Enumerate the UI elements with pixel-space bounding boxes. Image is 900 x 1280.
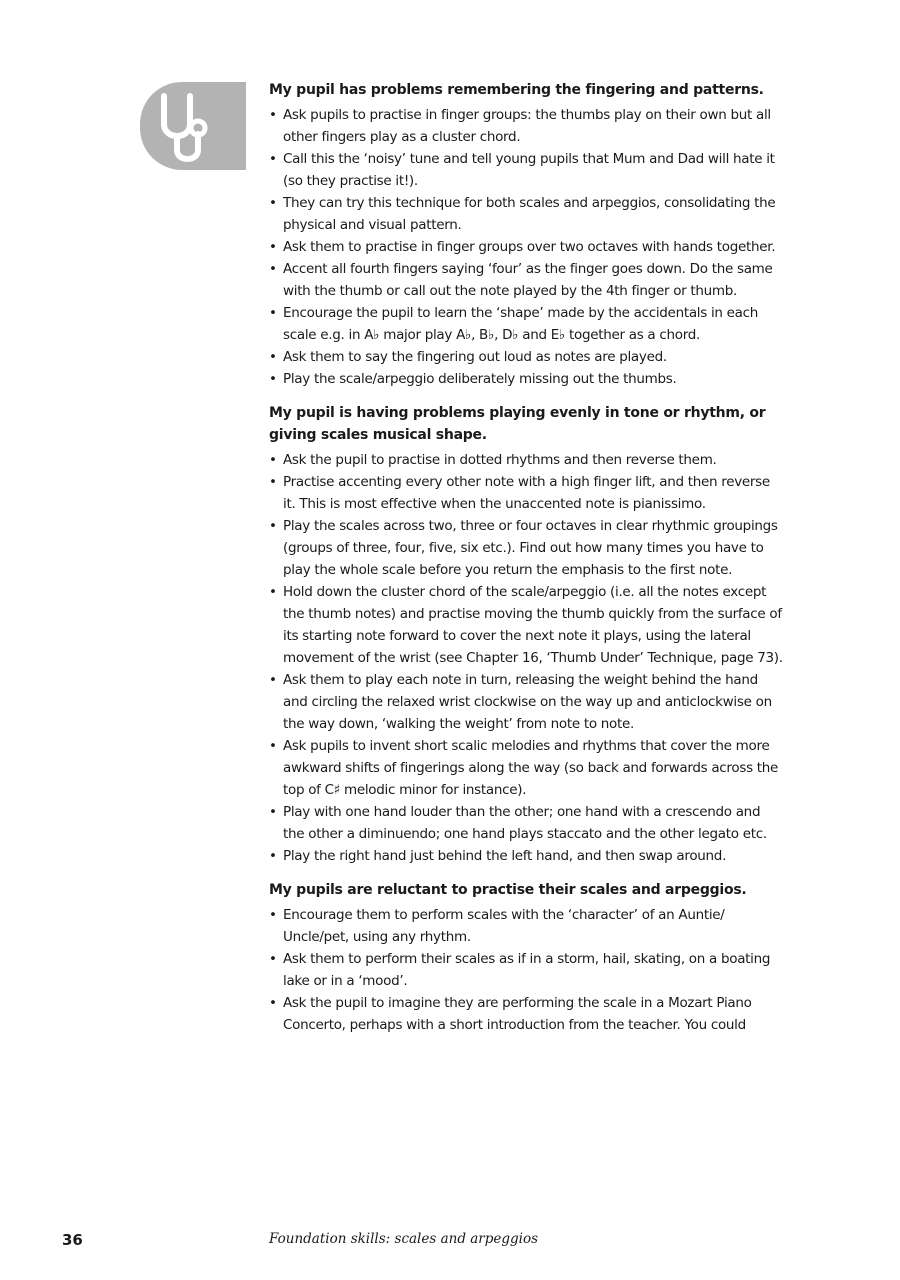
list-item: • Ask pupils to practise in finger groups: the thumbs play on their own but all other fingers play as a cluster chord. <box>269 104 784 148</box>
section-heading: My pupils are reluctant to practise their scales and arpeggios. <box>269 882 747 898</box>
list-item: • Encourage them to perform scales with the ‘character’ of an Auntie/ Uncle/pet, using any rhythm. <box>269 904 784 948</box>
section-heading: My pupil has problems remembering the fingering and patterns. <box>269 82 764 98</box>
list-item: • Ask pupils to invent short scalic melodies and rhythms that cover the more awkward shifts of fingerings along the way (so back and forwards across the top of C♯ melodic minor for instance). <box>269 735 784 801</box>
list-item: • They can try this technique for both scales and arpeggios, consolidating the physical and visual pattern. <box>269 192 784 236</box>
list-item: • Play the scales across two, three or four octaves in clear rhythmic groupings (groups of three, four, five, six etc.). Find out how many times you have to play the whole scale before you return the emphasis to the first note. <box>269 515 784 581</box>
list-item: • Accent all fourth fingers saying ‘four’ as the finger goes down. Do the same with the thumb or call out the note played by the 4th finger or thumb. <box>269 258 784 302</box>
section-reluctance <box>269 879 784 1036</box>
list-item: • Call this the ‘noisy’ tune and tell young pupils that Mum and Dad will hate it (so they practise it!). <box>269 148 784 192</box>
list-item: • Ask the pupil to practise in dotted rhythms and then reverse them. <box>269 449 784 471</box>
list-item: • Ask them to practise in finger groups over two octaves with hands together. <box>269 236 784 258</box>
bullet-list <box>269 104 784 390</box>
list-item: • Play the right hand just behind the left hand, and then swap around. <box>269 845 784 867</box>
list-item: • Ask them to play each note in turn, releasing the weight behind the hand and circling the relaxed wrist clockwise on the way up and anticlockwise on the way down, ‘walking the weight’ from note to note. <box>269 669 784 735</box>
section-fingering <box>269 79 784 390</box>
section-evenness <box>269 402 784 867</box>
list-item: • Hold down the cluster chord of the scale/arpeggio (i.e. all the notes except the thumb notes) and practise moving the thumb quickly from the surface of its starting note forward to cover the next note it plays, using the lateral movement of the wrist (see Chapter 16, ‘Thumb Under’ Technique, page 73). <box>269 581 784 669</box>
clinic-label: CLINIC <box>342 162 366 254</box>
running-footer: Foundation skills: scales and arpeggios <box>269 1231 539 1247</box>
list-item: • Encourage the pupil to learn the ‘shape’ made by the accidentals in each scale e.g. in A♭ major play A♭, B♭, D♭ and E♭ together as a chord. <box>269 302 784 346</box>
list-item: • Ask them to perform their scales as if in a storm, hail, skating, on a boating lake or in a ‘mood’. <box>269 948 784 992</box>
list-item: • Ask the pupil to imagine they are performing the scale in a Mozart Piano Concerto, perhaps with a short introduction from the teacher. You could <box>269 992 784 1036</box>
bullet-list <box>269 449 784 867</box>
list-item: • Play the scale/arpeggio deliberately missing out the thumbs. <box>269 368 784 390</box>
main-content <box>269 79 784 1048</box>
list-item: • Play with one hand louder than the other; one hand with a crescendo and the other a diminuendo; one hand plays staccato and the other legato etc. <box>269 801 784 845</box>
list-item: • Practise accenting every other note with a high finger lift, and then reverse it. This is most effective when the unaccented note is pianissimo. <box>269 471 784 515</box>
clinic-tab <box>140 82 366 254</box>
list-item: • Ask them to say the fingering out loud as notes are played. <box>269 346 784 368</box>
section-heading: My pupil is having problems playing evenly in tone or rhythm, or giving scales musical shape. <box>269 405 766 443</box>
page-number: 36 <box>62 1231 83 1249</box>
bullet-list <box>269 904 784 1036</box>
stethoscope-icon <box>140 82 246 170</box>
